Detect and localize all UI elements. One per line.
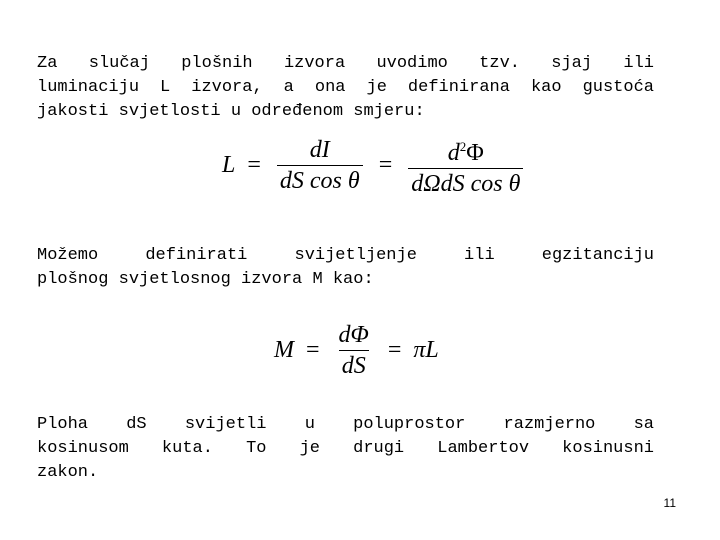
denominator: dS: [339, 350, 369, 381]
text-line: plošnog svjetlosnog izvora M kao:: [37, 270, 374, 289]
exitance-equation: [274, 320, 439, 381]
eq-equals: =: [306, 337, 320, 363]
fraction-dphi-over-dS: [336, 320, 372, 381]
eq-lhs: M: [274, 337, 294, 363]
text-line: Ploha dS svijetli u poluprostor razmjerno sa: [37, 415, 654, 434]
paragraph-luminance-intro: [37, 52, 654, 124]
numerator-d: d: [447, 140, 460, 166]
paragraph-exitance-intro: [37, 244, 654, 292]
page-number: 11: [663, 496, 676, 510]
eq-equals: =: [387, 337, 402, 363]
text-line: jakosti svjetlosti u određenom smjeru:: [37, 102, 425, 121]
text-line: zakon.: [37, 463, 99, 482]
eq-equals: =: [378, 152, 393, 178]
numerator: [445, 132, 487, 168]
fraction-dI-over-dScos: [277, 135, 363, 196]
text-line: Možemo definirati svijetljenje ili egzitanciju: [37, 246, 654, 265]
paragraph-lambert-law: [37, 413, 654, 485]
numerator: dΦ: [338, 322, 369, 348]
phi-symbol: Φ: [466, 140, 484, 166]
denominator: dS cos θ: [277, 165, 363, 196]
eq-lhs: L: [222, 152, 236, 178]
numerator: dI: [309, 137, 330, 163]
text-line: luminaciju L izvora, a ona je definirana kao gustoća: [37, 78, 654, 97]
luminance-equation: [222, 132, 527, 199]
text-line: Za slučaj plošnih izvora uvodimo tzv. sjaj ili: [37, 54, 654, 73]
denominator: dΩdS cos θ: [408, 168, 523, 199]
text-line: kosinusom kuta. To je drugi Lambertov kosinusni: [37, 439, 654, 458]
eq-equals: =: [247, 152, 261, 178]
eq-rhs: πL: [413, 337, 439, 363]
numerator-exponent: 2: [459, 139, 467, 154]
fraction-d2phi-over-dOmega: [408, 132, 523, 199]
